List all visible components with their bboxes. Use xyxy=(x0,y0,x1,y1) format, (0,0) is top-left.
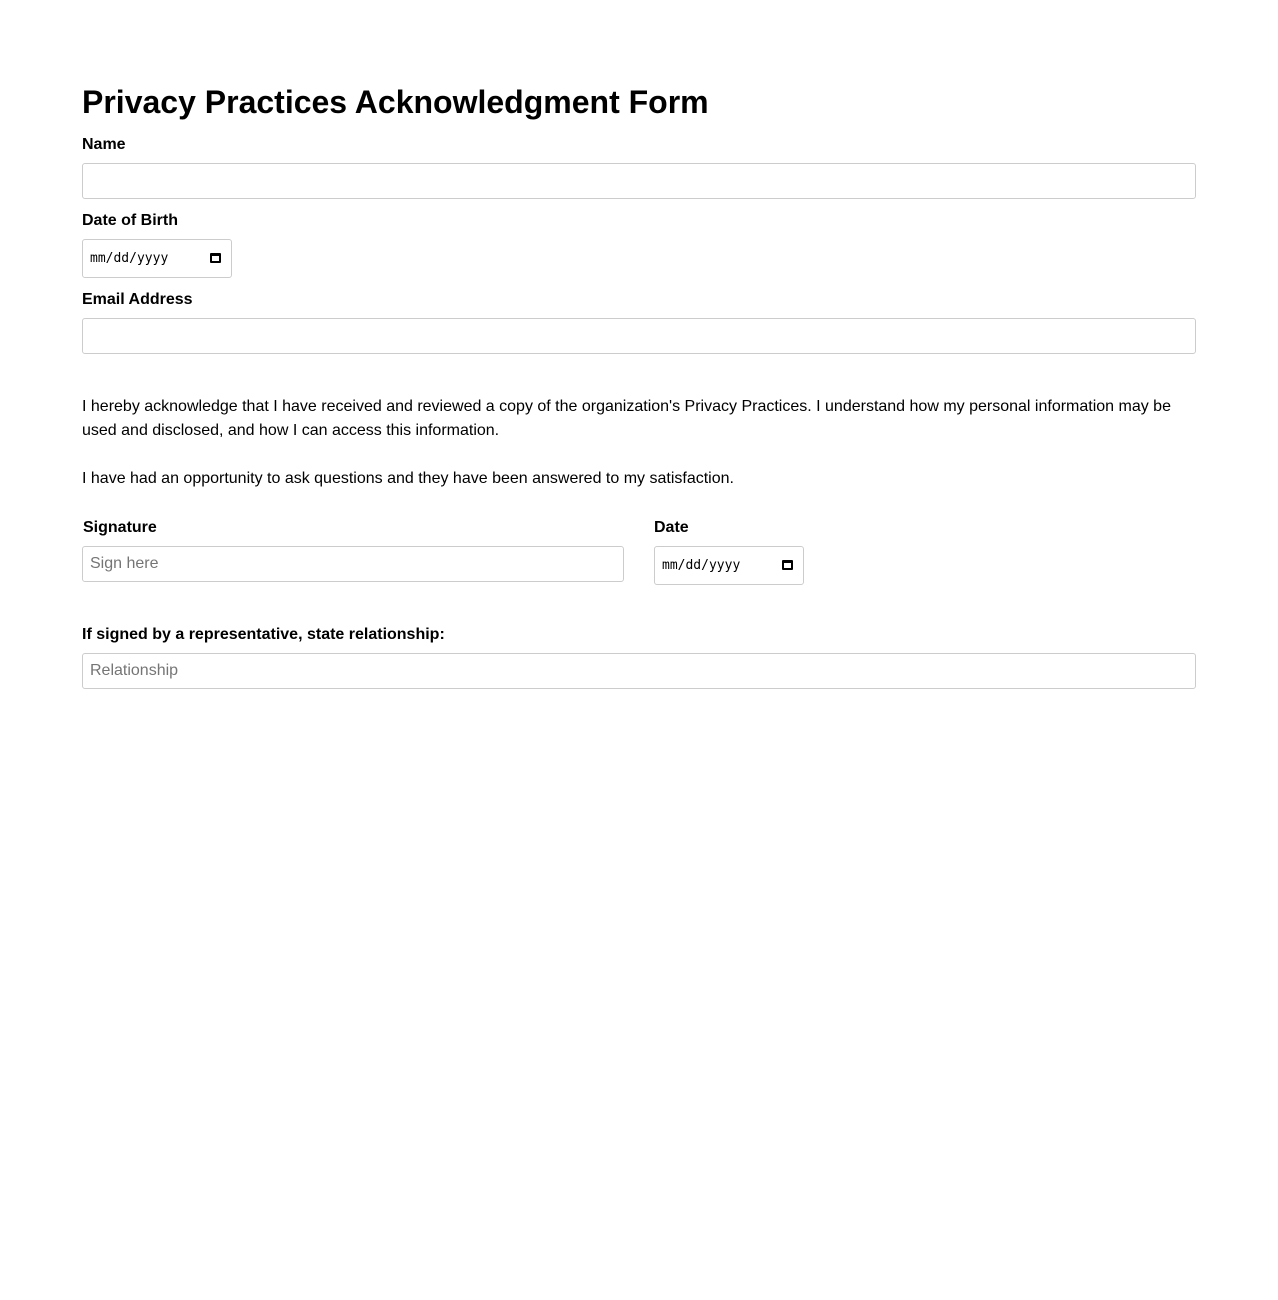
questions-paragraph: I have had an opportunity to ask questions and they have been answered to my satisfaction. xyxy=(82,470,734,487)
page-title: Privacy Practices Acknowledgment Form xyxy=(82,84,709,120)
calendar-icon[interactable] xyxy=(210,253,221,263)
signature-date-input[interactable] xyxy=(654,546,804,585)
email-input[interactable] xyxy=(82,318,1196,354)
signature-label: Signature xyxy=(83,519,157,536)
dob-label: Date of Birth xyxy=(82,212,178,229)
relationship-label: If signed by a representative, state relationship: xyxy=(82,626,445,643)
acknowledgment-paragraph: I hereby acknowledge that I have received and reviewed a copy of the organization's Privacy Practices. I understand how my personal information may be used and disclosed, and how I can access this information. xyxy=(82,398,1171,439)
name-input[interactable] xyxy=(82,163,1196,199)
dob-date-placeholder: mm/dd/yyyy xyxy=(90,251,169,266)
relationship-input[interactable] xyxy=(82,653,1196,689)
calendar-icon[interactable] xyxy=(782,560,793,570)
name-label: Name xyxy=(82,136,126,153)
dob-date-input[interactable] xyxy=(82,239,232,278)
signature-date-placeholder: mm/dd/yyyy xyxy=(662,558,741,573)
email-label: Email Address xyxy=(82,291,193,308)
date-label: Date xyxy=(654,519,689,536)
signature-input[interactable] xyxy=(82,546,624,582)
